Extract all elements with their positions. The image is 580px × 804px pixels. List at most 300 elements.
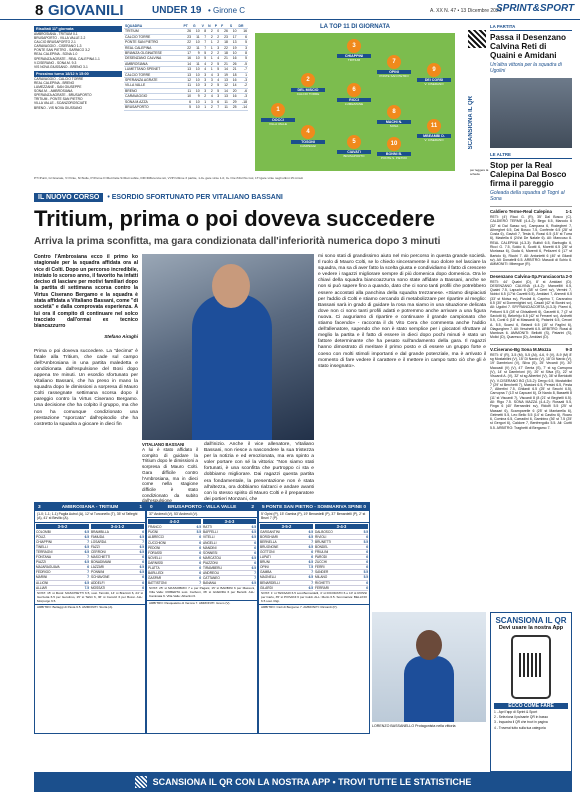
- stat-cell: 5: [238, 56, 248, 61]
- standings-col-header: G: [192, 24, 201, 29]
- player-number: 5: [347, 135, 361, 149]
- formation: 3-5-2: [260, 524, 313, 529]
- player-rating: 6: [366, 580, 368, 585]
- player-team: CALCIO TORRE: [296, 92, 320, 96]
- stat-cell: 3: [214, 72, 220, 77]
- player-number: 3: [347, 39, 361, 53]
- match-away-score: 2: [251, 504, 254, 510]
- game-heading: [490, 344, 572, 352]
- top11-player: [377, 137, 411, 160]
- match-referee: ARBITRO: Cioli di Bergamo 7. AMMONITI: Riccardi (P).: [259, 604, 369, 611]
- player-name: TIRAMBERLI: [203, 566, 223, 571]
- stat-cell: 1: [207, 67, 214, 72]
- player-name: TERRAGNI: [36, 549, 53, 554]
- stat-cell: 5: [214, 88, 220, 93]
- stat-cell: 11: [182, 83, 192, 88]
- player-rating: 6: [366, 560, 368, 565]
- standings-col-header: PT: [182, 24, 192, 29]
- match-referee: ARBITRO: Pasqualetto di Verona 7. AMMONITI: Greco (V).: [147, 600, 257, 607]
- player-name: RIGHETTI: [315, 580, 330, 585]
- stat-cell: 16: [229, 56, 238, 61]
- stat-cell: -3: [238, 78, 248, 83]
- player-rating: 6.5: [196, 525, 201, 530]
- pitch: [254, 32, 456, 172]
- match-scorers: 37' Andreoli (V), 53' Andreoli (V).: [147, 511, 257, 518]
- game-report: RETI: 6' (R), 3-5 (M), 5-5 (Al), 4-6, 9 (V), 8-9 (M) 8' sg Mostabilini (V), 15' Di Nardo (V), 18' Di Nardo (V), 19' Dambrioni (V), Silva (S), 25' Vecardi (V), 30' Maccadi (V) (V), 47' Genta (S), 7' st sg Carrupna (V), 14' st Dambrioni (V), 20' st Silva (S), 22' st Viscardi A. (V), 32' st sg Albertini (V), 36' st Bertolotti (V). V.CISERANO BG (3-5-2): Dergo 6.5, Mostabilini 7 (29' st Berchetti 7), Mastoni 6.5, Persini 6.5, Festa 7, Albertini 7.5, Ghilardi 6.5 (25' st Secchi 6.5), Carrupna 7 (13' st Capuani 6), Di Nardo 8, Bassetti 8 (11' st Viscardi 7), Viscardi 8 (8 (21' st Beghelli 6.5). All: Rigo 7.5. SONA MAZZA (4-4-2): Rossati 5.5, Finga 6 (40' Bernardini sv), Ridolfi 5.5 (25' st Massari 6), Scarnparelle 6 (25' st Mantarella 6), Gelmetti 5.5, Leo Bello 5.5 (14' st Castiro 6), Roaro 6, Comina 6.5, Carradini 6, Gambino (36' st 7.5 (25' st Gergori 6), Caldore 7, Benfrergollo 5.5. All: Curtti 5.5. ARBITRO: Traghetti di Bergamo 7.: [490, 352, 572, 430]
- player-name: OPINI: [377, 70, 411, 74]
- player-team: LUMEZZANE: [344, 102, 364, 106]
- player-name: CUCCHIONI: [148, 540, 167, 545]
- stat-cell: 1: [207, 56, 214, 61]
- player-name: BATTISTONI: [148, 581, 167, 586]
- player-name: PIAZZI: [36, 560, 46, 565]
- right-kicker-2: LE ALTRE: [490, 152, 572, 159]
- standings-col-header: F: [220, 24, 229, 29]
- photo-head: [212, 264, 250, 308]
- stat-cell: 3: [238, 45, 248, 50]
- stat-cell: 2: [207, 34, 214, 39]
- player-rating: 6.5: [251, 530, 256, 535]
- player-team: CAMPEGGI: [299, 144, 317, 148]
- result-line: CARAVAGGIO - CISERANO 1-3: [34, 44, 82, 49]
- player-rating: 7.5: [84, 585, 89, 590]
- top11-player: [337, 39, 371, 62]
- player-rating: 5.5: [363, 575, 368, 580]
- stat-cell: 21: [229, 67, 238, 72]
- player-name: OPINI: [260, 565, 269, 570]
- stat-cell: 3: [201, 72, 207, 77]
- player-rating: 6.5: [139, 570, 144, 575]
- player-rating: 5.5: [363, 529, 368, 534]
- player-rating: 6: [199, 545, 201, 550]
- team-name: CARAVAGGIO: [124, 94, 182, 99]
- player-rating: 6.5: [84, 560, 89, 565]
- stat-cell: 11: [182, 88, 192, 93]
- stat-cell: 10: [192, 83, 201, 88]
- result-line: CALCIO BRUSAPORTO 2-1: [34, 40, 76, 45]
- stat-cell: 5: [214, 83, 220, 88]
- match-notes: SOST. 15' st Mosti: MASCHIETTI 6.5, sost. Tarmitti, 14' st Brazzoli 6, 24' st Guzzetta 6.5 per Gerolimo, 15' st Tahiri 6, 36' st Carozzi 6 per Bossi. ALL: Morpurgo 6.5.: [37, 590, 143, 603]
- stat-cell: 12: [220, 83, 229, 88]
- standings-table: [124, 24, 248, 174]
- player-number: 9: [427, 63, 441, 77]
- stat-cell: 10: [192, 56, 201, 61]
- player-number: 10: [387, 137, 401, 151]
- lineups: [35, 523, 145, 591]
- player-name: FEDRIGO: [36, 570, 51, 575]
- stat-cell: 1: [201, 105, 207, 110]
- player-rating: 6.5: [84, 549, 89, 554]
- body-text: Prima o poi doveva succedere. La "decima" è fatale alla Tritium, che cade sul campo dell'Ambrosiana in una partita maledetta e condizionata dall'espulsione del Bosi dopo appena tre minuti. Un esordio sfortunato per Vitaliano Bassani, che ha preso in mano la squadra dopo le dimissioni a sorpresa di Mauro Colti rassegnate settimana scorsa dopo il pareggio contro la Virtus Ciserano Bergamo. Una decisione che ha colpito il gruppo, ma che non ha comunque condizionato una prestazione "sporcata" dall'episodio che ha costretto la squadra a giocare in dieci fin: [34, 348, 138, 427]
- stat-cell: 5: [201, 56, 207, 61]
- top11-player: [417, 63, 451, 86]
- qr-code-icon: [519, 653, 543, 677]
- player-number: 8: [387, 105, 401, 119]
- player-name: RATTI: [203, 525, 212, 530]
- match-home-score: 0: [150, 504, 153, 510]
- stat-cell: 4: [207, 94, 214, 99]
- player-rating: 6: [366, 585, 368, 590]
- player-name: MILANO: [315, 575, 328, 580]
- stat-cell: 6: [182, 99, 192, 104]
- standings-col-header: N: [207, 24, 214, 29]
- stat-cell: 16: [182, 56, 192, 61]
- stat-cell: 17: [229, 34, 238, 39]
- stat-cell: 7: [201, 34, 207, 39]
- match-box: [34, 502, 146, 734]
- stat-cell: 4: [201, 61, 207, 66]
- stat-cell: 7: [201, 45, 207, 50]
- photo-caption: [142, 442, 198, 504]
- standings-legend: PT=Punti, G=Giocate, V=Vinte, N=Nulle, P=Perse F=Reti fatte S=Reti subite, DR=Differenza reti, VVP=Ultime 3 partite, 1-0+ gare vinte 1-0, 0+ Ore:/NG=No Gol, 1T=gare vinte negli ultimi 15 minuti: [34, 176, 303, 180]
- player-rating: 7: [254, 576, 256, 581]
- stat-cell: 9: [192, 51, 201, 56]
- game-heading: [490, 271, 572, 279]
- player-rating: 6.5: [308, 529, 313, 534]
- stat-cell: 13: [182, 67, 192, 72]
- player-rating: 7: [87, 575, 89, 580]
- stat-cell: 5: [238, 40, 248, 45]
- stat-cell: 2: [214, 40, 220, 45]
- player-name: FERRI: [315, 565, 325, 570]
- player-name: GARGANTINI: [260, 529, 280, 534]
- stat-cell: 14: [220, 88, 229, 93]
- player-name: MOSSATI: [91, 585, 106, 590]
- player-rating: 6: [254, 545, 256, 550]
- player-rating: 6: [142, 560, 144, 565]
- stat-cell: 21: [220, 61, 229, 66]
- stat-cell: 13: [220, 78, 229, 83]
- player-name: BENARDELLI: [260, 580, 280, 585]
- result-line: SPERANZA AGRATE - REAL CALEPINA 1-1: [34, 56, 100, 61]
- player-name: CERRONI: [91, 549, 106, 554]
- game-report: RETI: 44' Quaini (D), 8' st Amidani (D). DESENZANO CALVINA (4-4-2): Mancelliti 6.5, Quaini 7.5, Lapuchi 6 (38' st Cerri sv), Vernini 7, Nobici 6.5 (17'st Cazetti 6.5), Amidani 7, Ahmedi 6.5 (33' st Moisa sv), Pizolati 6, Caprino 7, Caranzino 6.5 (30' st Domenighini sv), Casali (42' st Bonini sv). All: Ugolini 7. SP.FRANCIACORTA (4-3-3): Pizeni 6, Pettorni 5.5 (28' st Ghisalberti 6), Garzetti 6, 7 (2' st Saviotti 6), Bekehiju 6.5 (42' st Ferrarel sv), Archetti 5.5, Conti 6 (18' st Massardi 6), Patarini 6.5, Ceroni A. 5.5, Scarsi 6, Belardi 6.5 (15' st Faglini 6), Olagunghen 7. All: Veschetti 6.5. ARBITRO: Rossi di Mantova 6. AMMONITI: Bellotti (S), Patarini (S), Molici (D), Quaresco (D), Amidani (D).: [490, 279, 572, 340]
- lineup-column: [259, 523, 314, 591]
- stat-cell: 5: [182, 105, 192, 110]
- stat-cell: 18: [220, 51, 229, 56]
- right-title-2: Stop per la Real Calepina Dal Bosco firma il pareggio: [490, 161, 567, 188]
- photo-shirt: [192, 294, 272, 440]
- fixture-line: BRENO - VIS NOVA GIUSSANO: [34, 105, 83, 110]
- league-title: UNDER 19: [152, 5, 202, 16]
- player-rating: 6: [199, 555, 201, 560]
- stat-cell: 29: [229, 99, 238, 104]
- fixture-line: SPERANZA AGRATE - BRUSAPORTO: [34, 93, 92, 98]
- lineup-column: [147, 518, 202, 586]
- player-name: MACHI N.: [377, 120, 411, 124]
- player-name: CHIAPPINI: [36, 539, 52, 544]
- caption-text: A lui è stato affidato il compito di guidare la Tritium dopo le dimissioni a sorpresa di Mauro Colti. Gara difficile contro l'Ambrosiana, ma in dieci come nella stagione difficile è stato condizionato da subito dall'espulsione: [142, 447, 198, 504]
- match-header: [259, 503, 369, 511]
- player-name: DEL MISCIO: [291, 88, 325, 92]
- stat-cell: 16: [229, 78, 238, 83]
- team-name: BRENO: [124, 88, 182, 93]
- qr-side-text: [468, 96, 488, 166]
- player-name: ALLIONI: [36, 580, 49, 585]
- player-rating: 6: [199, 540, 201, 545]
- player-rating: 6: [199, 560, 201, 565]
- player-name: LUPATI: [260, 555, 271, 560]
- stat-cell: 11: [220, 99, 229, 104]
- player-name: BONNI B.: [377, 152, 411, 156]
- match-notes: SOST. 1' st TESSARI 6.5 sost.Bernardelli, 4' st DICORATO 6 e 10' st ROSSI per Carlo, 35' st PIOVANI 6 per Guldi. ALL: Merlo 6.5. Sommariva: BELLINO 6.5 sost. Rigi.: [261, 590, 367, 603]
- player-name: ZUCCHI: [315, 560, 328, 565]
- player-name: TOSONI: [291, 140, 325, 144]
- top11-player: [337, 83, 371, 106]
- stat-cell: 26: [229, 61, 238, 66]
- lineup-column: [90, 523, 145, 591]
- next-round-list: [34, 77, 122, 110]
- match-referee: ARBITRO: Bellaggi di Pavia 6.5. AMMONITI: Sturla (A).: [35, 604, 145, 611]
- stat-cell: -7: [238, 67, 248, 72]
- page-header: [0, 0, 580, 20]
- top11-panel: [250, 24, 460, 174]
- top11-player: [417, 119, 451, 142]
- player-rating: 7: [87, 570, 89, 575]
- stat-cell: 14: [220, 67, 229, 72]
- player-rating: 6.5: [139, 534, 144, 539]
- player-rating: 7: [311, 580, 313, 585]
- player-rating: 7: [87, 539, 89, 544]
- player-rating: 6: [142, 555, 144, 560]
- player-name: PEDONI: [148, 545, 161, 550]
- team-name: DESENZANO CALVINA: [124, 56, 182, 61]
- player-name: FERRARI: [315, 585, 329, 590]
- stat-cell: 13: [229, 40, 238, 45]
- stat-cell: 3: [214, 94, 220, 99]
- game-report: RETI: (4') Ricci G. (R), 35' Dal Bosco (C). CALDIERO TERME (4-4-2): Bego 6.5, Marcolo 6 (32' st Dal Sasso sv), Campana 6, Rodegheri 7, Alhreghet 6.5, Dal Bosco 7.5, Confente 6.5 (28' st Costa 6), Gavioli 7, Testa 6, Rossi 6.5 (15' st Turra 6), Mastella 6 (24'st De Natale 6). All: Mancuso 6. REAL CALEPINA (4-3-3): Bulfoli 6.5, Barbuglio 6, Ricci G. 7.5, Soldo 6, Scotti 6, Moretti 6.5 (28' st Moriassa 6), Duda 6, Marenti 6, Pelizzeri 6 (17' st Bartolo 6), Ricchi 7. All: Antonietti 6 (40' st Gilardi sv). All: Donatelli 6.5. ARBITRO: Mascoli di Schio 6. AMMONITI: Mbengue (R).: [490, 215, 572, 267]
- issue-info: A. XX N. 47 • 13 Dicembre 2021: [430, 8, 502, 14]
- results-box: [34, 24, 122, 184]
- stat-cell: 10: [192, 88, 201, 93]
- match-scorers: 5' Opini (P), 15' Gamba (P), 19' Benardelli (P), 37' Benardelli (P), 2' st Bruni 7 (P).: [259, 511, 369, 523]
- stat-cell: 3: [207, 78, 214, 83]
- game-teams: V.Ciserano-Bg Sona M.Mozza: [490, 346, 552, 352]
- player-rating: 6: [142, 585, 144, 590]
- page-number: 8: [35, 2, 44, 19]
- player-name: LOSARDA: [91, 539, 107, 544]
- player-name: FORASSI: [148, 550, 162, 555]
- right-subtitle-2: Goleada della squadra di Tognì al Sona: [490, 190, 565, 202]
- ad-steps: [494, 710, 568, 730]
- stat-cell: 18: [229, 72, 238, 77]
- qr-code-icon[interactable]: [468, 30, 486, 48]
- player-name: RIVIOLI: [315, 534, 327, 539]
- player-name: GASPAR: [148, 576, 162, 581]
- player-rating: 6: [366, 544, 368, 549]
- player-name: BANANA: [203, 581, 217, 586]
- player-rating: 6: [311, 555, 313, 560]
- stat-cell: 4: [214, 78, 220, 83]
- player-team: PONTE SAN PIETRO: [379, 74, 409, 78]
- player-rating: 5.5: [363, 539, 368, 544]
- stat-cell: 12: [182, 78, 192, 83]
- player-number: 4: [301, 125, 315, 139]
- match-home-score: 5: [262, 504, 265, 510]
- player-photo: [372, 612, 486, 722]
- player-name: ANGELLI: [203, 540, 217, 545]
- result-line: BRUSAPORTO - VILLA VALLE 2-2: [34, 36, 86, 41]
- player-name: PUGNI: [148, 530, 159, 535]
- match-home-score: 3: [38, 504, 41, 510]
- stat-cell: 21: [220, 56, 229, 61]
- player-rating: 6.5: [308, 575, 313, 580]
- player-row: [91, 586, 144, 591]
- player-rating: 6: [254, 550, 256, 555]
- player-name: DOCCI: [261, 118, 295, 122]
- player-rating: 6.5: [308, 585, 313, 590]
- top11-player: [377, 55, 411, 78]
- qr-side-line2: per leggere la scheda: [470, 168, 489, 177]
- player-rating: 6.5: [139, 549, 144, 554]
- player-name: BONADIMANI: [91, 560, 112, 565]
- player-row: [36, 586, 89, 591]
- stat-cell: 2: [207, 29, 214, 34]
- match-teams: BRUSAPORTO - VILLA VALLE: [167, 504, 237, 510]
- player-rating: 6: [199, 566, 201, 571]
- stat-cell: -14: [238, 105, 248, 110]
- stat-cell: 2: [207, 88, 214, 93]
- stat-cell: 25: [229, 105, 238, 110]
- player-rating: 6: [199, 535, 201, 540]
- stat-cell: 22: [182, 40, 192, 45]
- section-title: GIOVANILI: [48, 2, 124, 19]
- player-rating: 6.5: [251, 535, 256, 540]
- player-name: ALBRECCI: [148, 535, 164, 540]
- player-name: GILARDI: [260, 585, 273, 590]
- player-name: MASCHIETTI: [91, 555, 111, 560]
- stat-cell: 2: [214, 51, 220, 56]
- stat-cell: 14: [182, 61, 192, 66]
- player-rating: 6.5: [139, 565, 144, 570]
- player-name: CIAVATI: [337, 150, 371, 154]
- player-name: MARINI: [36, 575, 48, 580]
- lineups: [259, 523, 369, 591]
- results-title: Risultati 11ª giornata: [34, 26, 122, 32]
- phone-icon: [511, 635, 551, 699]
- stat-cell: 10: [192, 29, 201, 34]
- stat-cell: -6: [238, 88, 248, 93]
- stat-cell: 10: [192, 67, 201, 72]
- team-name: SONA M.AZZA: [124, 99, 182, 104]
- team-name: REAL CALEPINA: [124, 45, 182, 50]
- formation: 3-4-3: [203, 519, 256, 524]
- player-name: BARLLEDI: [148, 571, 164, 576]
- stat-cell: 14: [229, 83, 238, 88]
- ad-step: 3 - Inquadra il QR che trovi in pagina: [494, 720, 548, 725]
- top11-player: [291, 125, 325, 148]
- player-rating: 6: [142, 580, 144, 585]
- headline: Tritium, prima o poi doveva succedere: [34, 206, 436, 231]
- stat-cell: 1: [207, 45, 214, 50]
- player-rating: 6.5: [139, 544, 144, 549]
- stat-cell: 13: [220, 94, 229, 99]
- team-name: BRUSAPORTO: [124, 105, 182, 110]
- stat-cell: 10: [192, 72, 201, 77]
- team-name: VILLA VALLE: [124, 83, 182, 88]
- stat-cell: 11: [192, 34, 201, 39]
- lineup-column: [35, 523, 90, 591]
- player-name: BONDEL: [315, 544, 329, 549]
- group-label: • Girone C: [208, 6, 246, 15]
- game-score: 9-3: [565, 346, 572, 352]
- stat-cell: 5: [214, 67, 220, 72]
- right-title: Passa il Desenzano Calvina Reti di Quaini e Amidani: [490, 33, 566, 60]
- fixture-line: REAL CALEPINA - BRENO: [34, 80, 75, 85]
- player-rating: 7: [199, 581, 201, 586]
- team-name: BRIANZA OLGINATESE: [124, 51, 182, 56]
- stat-cell: 10: [192, 78, 201, 83]
- player-name: MARCATOLI: [203, 555, 222, 560]
- game-score: 2-0: [565, 273, 572, 279]
- player-team: V. CISERANO: [424, 82, 444, 86]
- fixture-line: CARAVAGGIO - CALCIO TORRE: [34, 76, 84, 81]
- player-name: PIAZZONI: [203, 560, 218, 565]
- ad-step: 4 - Troverai tutto sulla tua categoria: [494, 725, 546, 730]
- next-round-title: Prossimo turno 18/12 h 15:00: [34, 71, 122, 77]
- match-away-score: 0: [363, 504, 366, 510]
- player-rating: 6: [142, 575, 144, 580]
- stat-cell: 11: [192, 61, 201, 66]
- bottom-banner[interactable]: [34, 772, 572, 792]
- player-rating: 6.5: [308, 560, 313, 565]
- standings-col-header: DR: [238, 24, 248, 29]
- ad-step: 2 - Seleziona il pulsante QR in basso: [494, 715, 549, 720]
- results-list: [34, 32, 122, 69]
- stat-cell: -18: [238, 99, 248, 104]
- player-name: TINELLI: [36, 544, 48, 549]
- stat-cell: 7: [214, 105, 220, 110]
- player-name: DEI CORSI: [417, 78, 451, 82]
- result-line: REAL CALEPINA - SONA 1-0: [34, 52, 78, 57]
- player-rating: 7.5: [308, 565, 313, 570]
- player-name: SONNESI: [203, 550, 218, 555]
- qr-side-line1: SCANSIONA IL QR: [468, 96, 474, 150]
- match-box: [146, 502, 258, 734]
- player-photo-caption: LORENZO BASSANELLO Protagonista nella vittoria: [372, 724, 456, 728]
- team-name: SPERANZA AGRATE: [124, 78, 182, 83]
- team-name: TRITIUM: [124, 29, 182, 34]
- right-kicker: LA PARTITA: [490, 24, 572, 31]
- top11-player: [377, 105, 411, 128]
- fixture-line: VILLA VALLE - SCANZOROSCIATE: [34, 101, 88, 106]
- player-name: ALLIAR: [36, 585, 47, 590]
- player-rating: 5.5: [363, 570, 368, 575]
- brand-logo: SPRINT&SPORT: [496, 3, 575, 14]
- player-rating: 6: [366, 534, 368, 539]
- stat-cell: 26: [220, 29, 229, 34]
- formation: 3-5-2: [36, 524, 89, 529]
- stat-cell: 19: [229, 45, 238, 50]
- player-name: BRUGNONE: [260, 544, 279, 549]
- coach-photo: [142, 254, 314, 440]
- player-name: BRUNETTI: [315, 539, 331, 544]
- stat-cell: 18: [220, 40, 229, 45]
- formation: 3-4-1-2: [91, 524, 144, 529]
- stat-cell: 4: [201, 67, 207, 72]
- stat-cell: 2: [207, 105, 214, 110]
- stat-cell: 2: [214, 34, 220, 39]
- stat-cell: 2: [207, 83, 214, 88]
- player-name: BERNELLA: [260, 539, 277, 544]
- standings-col-header: S: [229, 24, 238, 29]
- player-rating: 6: [311, 549, 313, 554]
- player-name: BORGHIARI: [260, 534, 278, 539]
- player-name: BRAMBILLA: [91, 529, 109, 534]
- player-team: V. CISERANO: [424, 138, 444, 142]
- game-teams: Caldiero Terme-Real Calepina: [490, 209, 552, 214]
- app-ad[interactable]: [490, 612, 572, 772]
